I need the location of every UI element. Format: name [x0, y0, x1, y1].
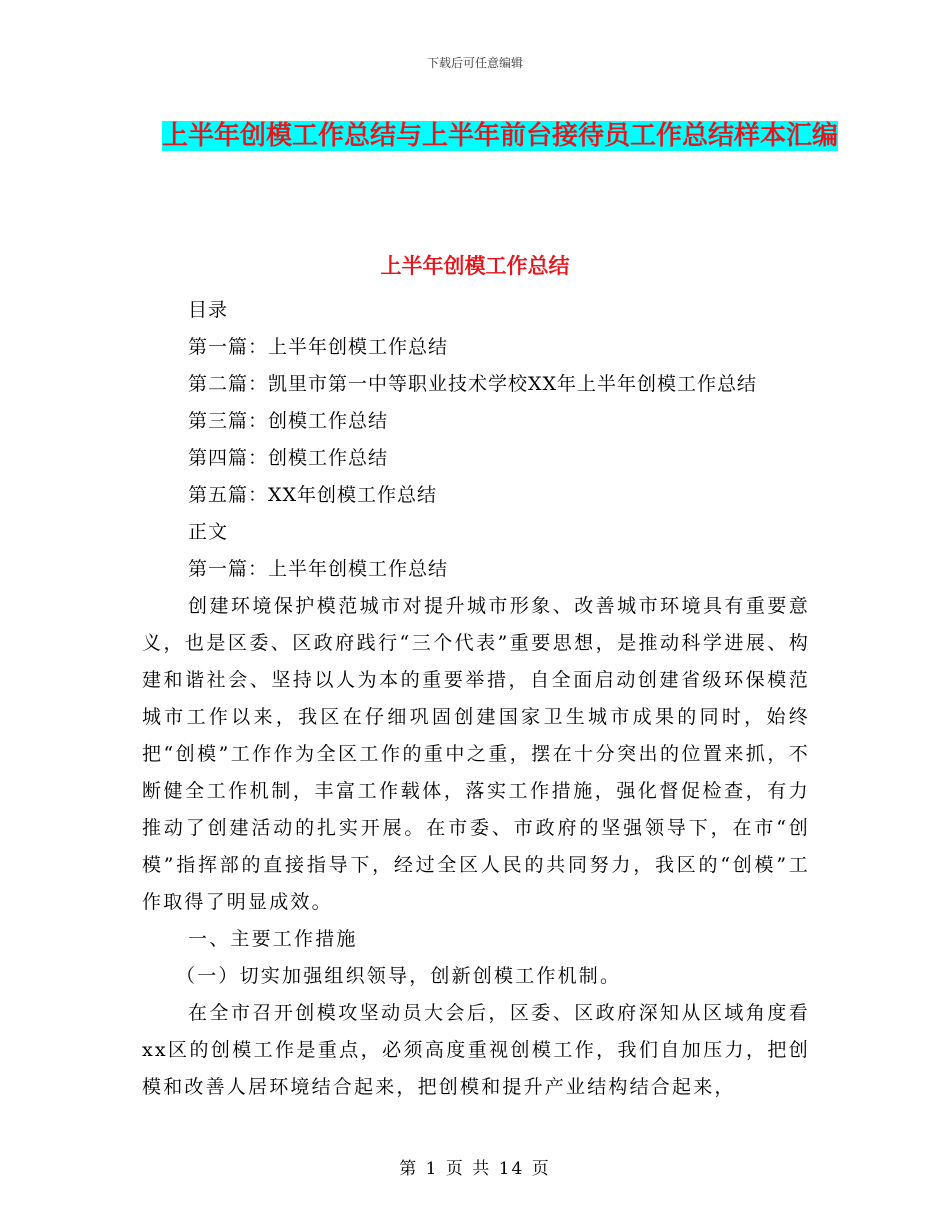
toc-label: 目录 — [188, 299, 229, 321]
body-text — [142, 588, 810, 1106]
section-title: 上半年创模工作总结 — [380, 254, 570, 278]
header-note: 下载后可任意编辑 — [426, 56, 523, 70]
paragraph: 在全市召开创模攻坚动员大会后，区委、区政府深知从区域角度看xx区的创模工作是重点，必须高度重视创模工作，我们自加压力，把创模和改善人居环境结合起来，把创模和提升产业结构结合起来， — [142, 1002, 810, 1098]
document-title-text: 上半年创模工作总结与上半年前台接待员工作总结样本汇编 — [161, 121, 838, 151]
first-article-heading: 第一篇：上半年创模工作总结 — [188, 558, 449, 580]
toc-item: 第一篇：上半年创模工作总结 — [188, 336, 449, 358]
body-label: 正文 — [188, 521, 229, 543]
paragraph: 创建环境保护模范城市对提升城市形象、改善城市环境具有重要意义，也是区委、区政府践行“三个代表”重要思想，是推动科学进展、构建和谐社会、坚持以人为本的重要举措，自全面启动创建省级环保模范城市工作以来，我区在仔细巩固创建国家卫生城市成果的同时，始终把“创模”工作作为全区工作的重中之重，摆在十分突出的位置来抓，不断健全工作机制，丰富工作载体，落实工作措施，强化督促检查，有力推动了创建活动的扎实开展。在市委、市政府的坚强领导下，在市“创模”指挥部的直接指导下，经过全区人民的共同努力，我区的“创模”工作取得了明显成效。 — [142, 595, 810, 913]
toc-item: 第二篇：凯里市第一中等职业技术学校XX年上半年创模工作总结 — [188, 373, 758, 395]
toc-item: 第五篇：XX年创模工作总结 — [188, 484, 438, 506]
toc-item: 第三篇：创模工作总结 — [188, 410, 389, 432]
document-title — [150, 110, 850, 162]
subheading: （一）切实加强组织领导，创新创模工作机制。 — [176, 965, 622, 987]
page-footer: 第 1 页 共 14 页 — [399, 1159, 551, 1179]
subheading: 一、主要工作措施 — [188, 928, 358, 950]
table-of-contents — [188, 292, 828, 588]
toc-item: 第四篇：创模工作总结 — [188, 447, 389, 469]
